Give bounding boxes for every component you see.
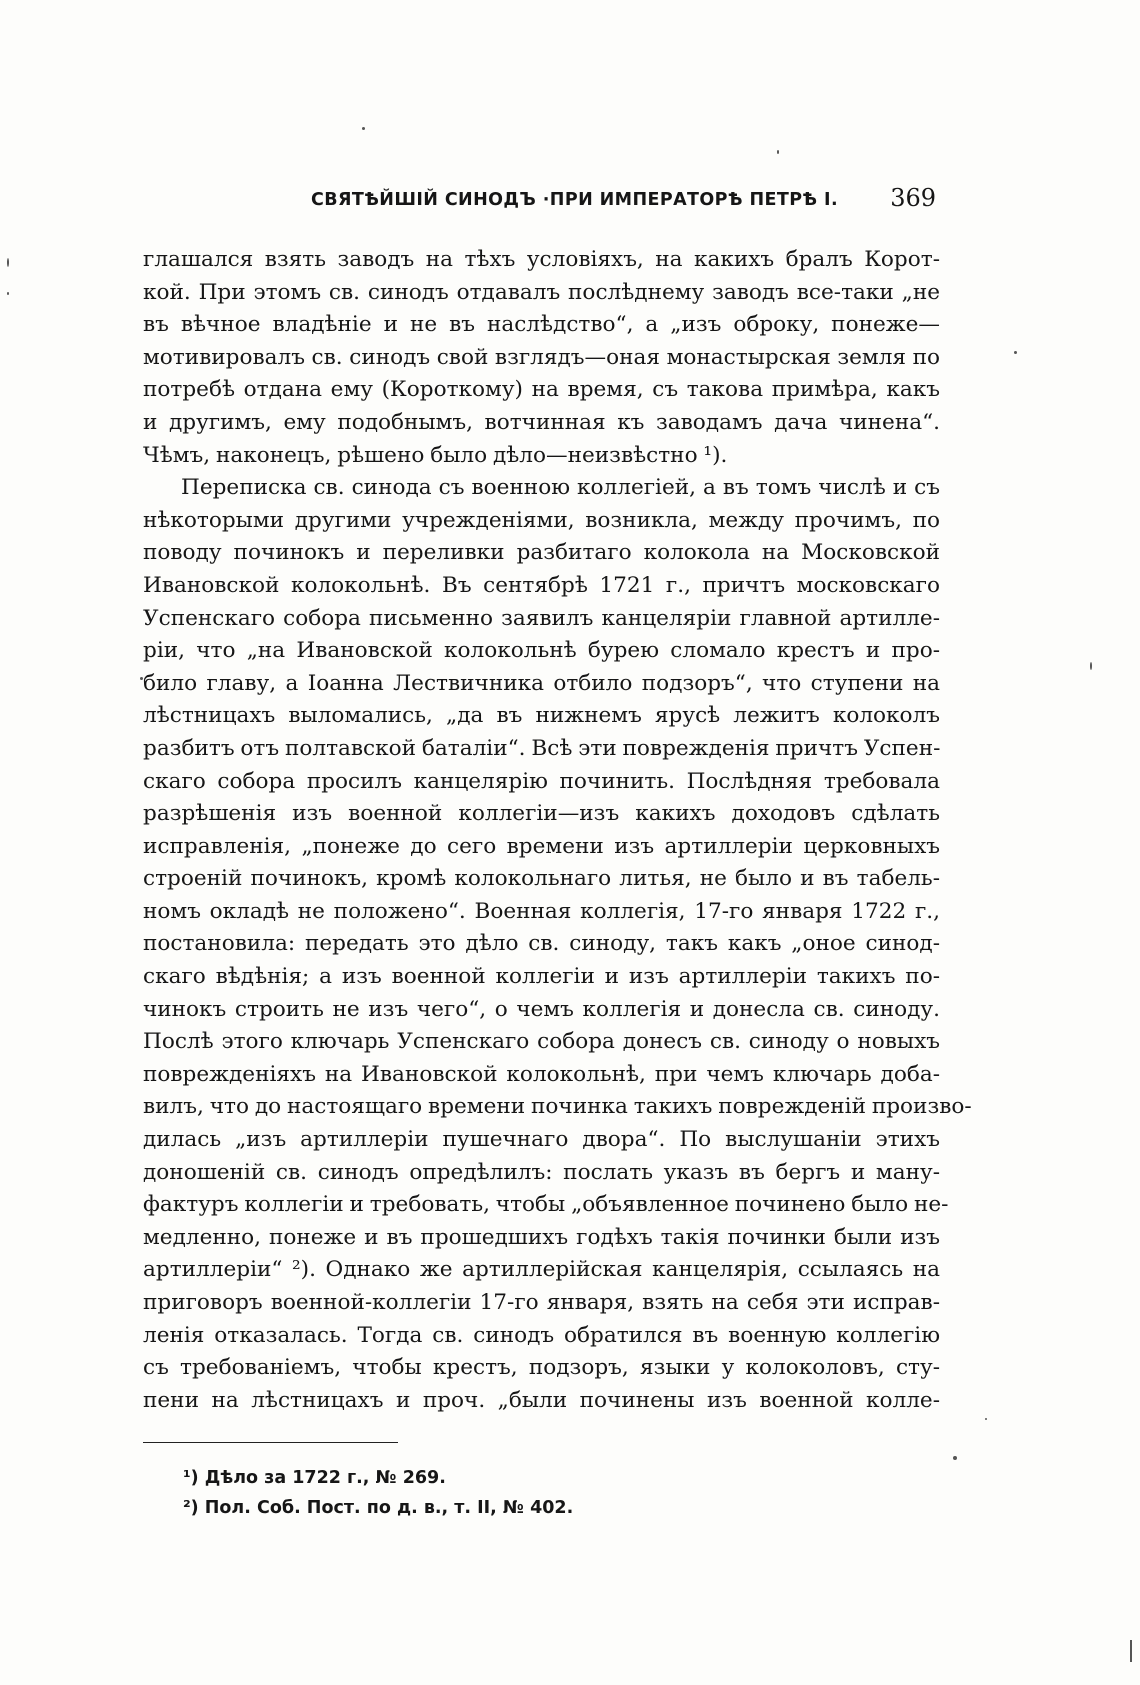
paragraph-2 [143, 472, 972, 1417]
text-line: скаго вѣдѣнія; а изъ военной коллегіи и изъ артиллеріи такихъ по- [143, 964, 940, 990]
text-line: чинокъ строить не изъ чего“, о чемъ коллегія и донесла св. синоду. [143, 996, 940, 1022]
footnote-2: ²) Пол. Соб. Пост. по д. в., т. II, № 402. [183, 1498, 574, 1519]
text-line: приговоръ военной-коллегіи 17-го января, взять на себя эти исправ- [143, 1290, 940, 1315]
text-line: и другимъ, ему подобнымъ, вотчинная къ заводамъ дача чинена“. [143, 409, 940, 435]
text-line: глашался взять заводъ на тѣхъ условіяхъ, на какихъ бралъ Корот- [143, 247, 940, 272]
text-line: Чѣмъ, наконецъ, рѣшено было дѣло—неизвѣстно ¹). [143, 442, 728, 468]
text-line: потребѣ отдана ему (Короткому) на время, съ такова примѣра, какъ [143, 377, 940, 403]
text-line: разрѣшенія изъ военной коллегіи—изъ какихъ доходовъ сдѣлать [143, 801, 940, 827]
text-line: съ требованіемъ, чтобы крестъ, подзоръ, языки у колоколовъ, сту- [143, 1355, 940, 1381]
text-line: Ивановской колокольнѣ. Въ сентябрѣ 1721 г., причтъ московскаго [143, 572, 940, 598]
text-line: ріи, что „на Ивановской колокольнѣ бурею сломало крестъ и про- [143, 638, 940, 664]
scan-speck [1090, 662, 1092, 670]
text-line: доношеній св. синодъ опредѣлилъ: послать указъ въ бергъ и ману- [143, 1159, 940, 1185]
scan-speck [1014, 351, 1017, 354]
scan-speck [362, 127, 365, 130]
text-line: разбитъ отъ полтавской баталіи“. Всѣ эти поврежденія причтъ Успен- [143, 735, 941, 761]
text-line: дилась „изъ артиллеріи пушечнаго двора“. По выслушаніи этихъ [143, 1127, 940, 1153]
scan-speck [777, 150, 779, 154]
text-line: исправленія, „понеже до сего времени изъ артиллеріи церковныхъ [143, 833, 940, 859]
text-line: номъ окладѣ не положено“. Военная коллегія, 17-го января 1722 г., [143, 898, 940, 924]
text-line: медленно, понеже и въ прошедшихъ годѣхъ такія починки были изъ [143, 1224, 940, 1250]
text-line: Успенскаго собора письменно заявилъ канцеляріи главной артилле- [143, 605, 940, 631]
text-line: въ вѣчное владѣніе и не въ наслѣдство“, а „изъ оброку, понеже— [143, 312, 940, 338]
book-page [143, 184, 972, 1523]
text-line: било главу, а Іоанна Лествичника отбило подзоръ“, что ступени на [143, 670, 940, 696]
text-line: Послѣ этого ключарь Успенскаго собора донесъ св. синоду о новыхъ [143, 1029, 940, 1055]
scan-speck [7, 292, 9, 295]
text-line: фактуръ коллегіи и требовать, чтобы „объявленное починено было не- [143, 1192, 949, 1218]
scan-speck [953, 1456, 957, 1460]
text-line: кой. При этомъ св. синодъ отдавалъ послѣднему заводъ все-таки „не [143, 279, 940, 305]
text-line: поводу починокъ и переливки разбитаго колокола на Московской [143, 540, 940, 566]
running-title: СВЯТѢЙШІЙ СИНОДЪ ·ПРИ ИМПЕРАТОРѢ ПЕТРѢ I. [311, 190, 838, 210]
paragraph-1 [143, 244, 940, 472]
text-line: мотивировалъ св. синодъ свой взглядъ—оная монастырская земля по [143, 344, 940, 370]
text-line: лѣстницахъ выломались, „да въ нижнемъ ярусѣ лежитъ колоколъ [143, 703, 940, 729]
text-line: нѣкоторыми другими учрежденіями, возникла, между прочимъ, по [143, 507, 940, 533]
text-line: строеній починокъ, кромѣ колокольнаго литья, не было и въ табель- [143, 866, 940, 892]
text-line: постановила: передать это дѣло св. синоду, такъ какъ „оное синод- [143, 931, 940, 957]
scan-speck [985, 1418, 987, 1420]
text-line: вилъ, что до настоящаго времени починка такихъ поврежденій произво- [143, 1094, 972, 1120]
text-line: поврежденіяхъ на Ивановской колокольнѣ, при чемъ ключарь доба- [143, 1061, 940, 1087]
text-line: артиллеріи“ ²). Однако же артиллерійская канцелярія, ссылаясь на [143, 1257, 940, 1283]
footnote-divider [143, 1442, 398, 1443]
footnote-1: ¹) Дѣло за 1722 г., № 269. [183, 1468, 446, 1489]
text-line: ленія отказалась. Тогда св. синодъ обратился въ военную коллегію [143, 1322, 940, 1348]
text-line: Переписка св. синода съ военною коллегіей, а въ томъ числѣ и съ [181, 475, 940, 501]
scan-speck [140, 677, 143, 680]
running-head [143, 186, 940, 222]
text-line: пени на лѣстницахъ и проч. „были починены изъ военной колле- [143, 1387, 940, 1413]
text-line: скаго собора просилъ канцелярію починить. Послѣдняя требовала [143, 768, 940, 794]
scan-speck [1130, 1640, 1132, 1662]
scan-speck [7, 258, 9, 267]
page-number: 369 [890, 184, 936, 212]
